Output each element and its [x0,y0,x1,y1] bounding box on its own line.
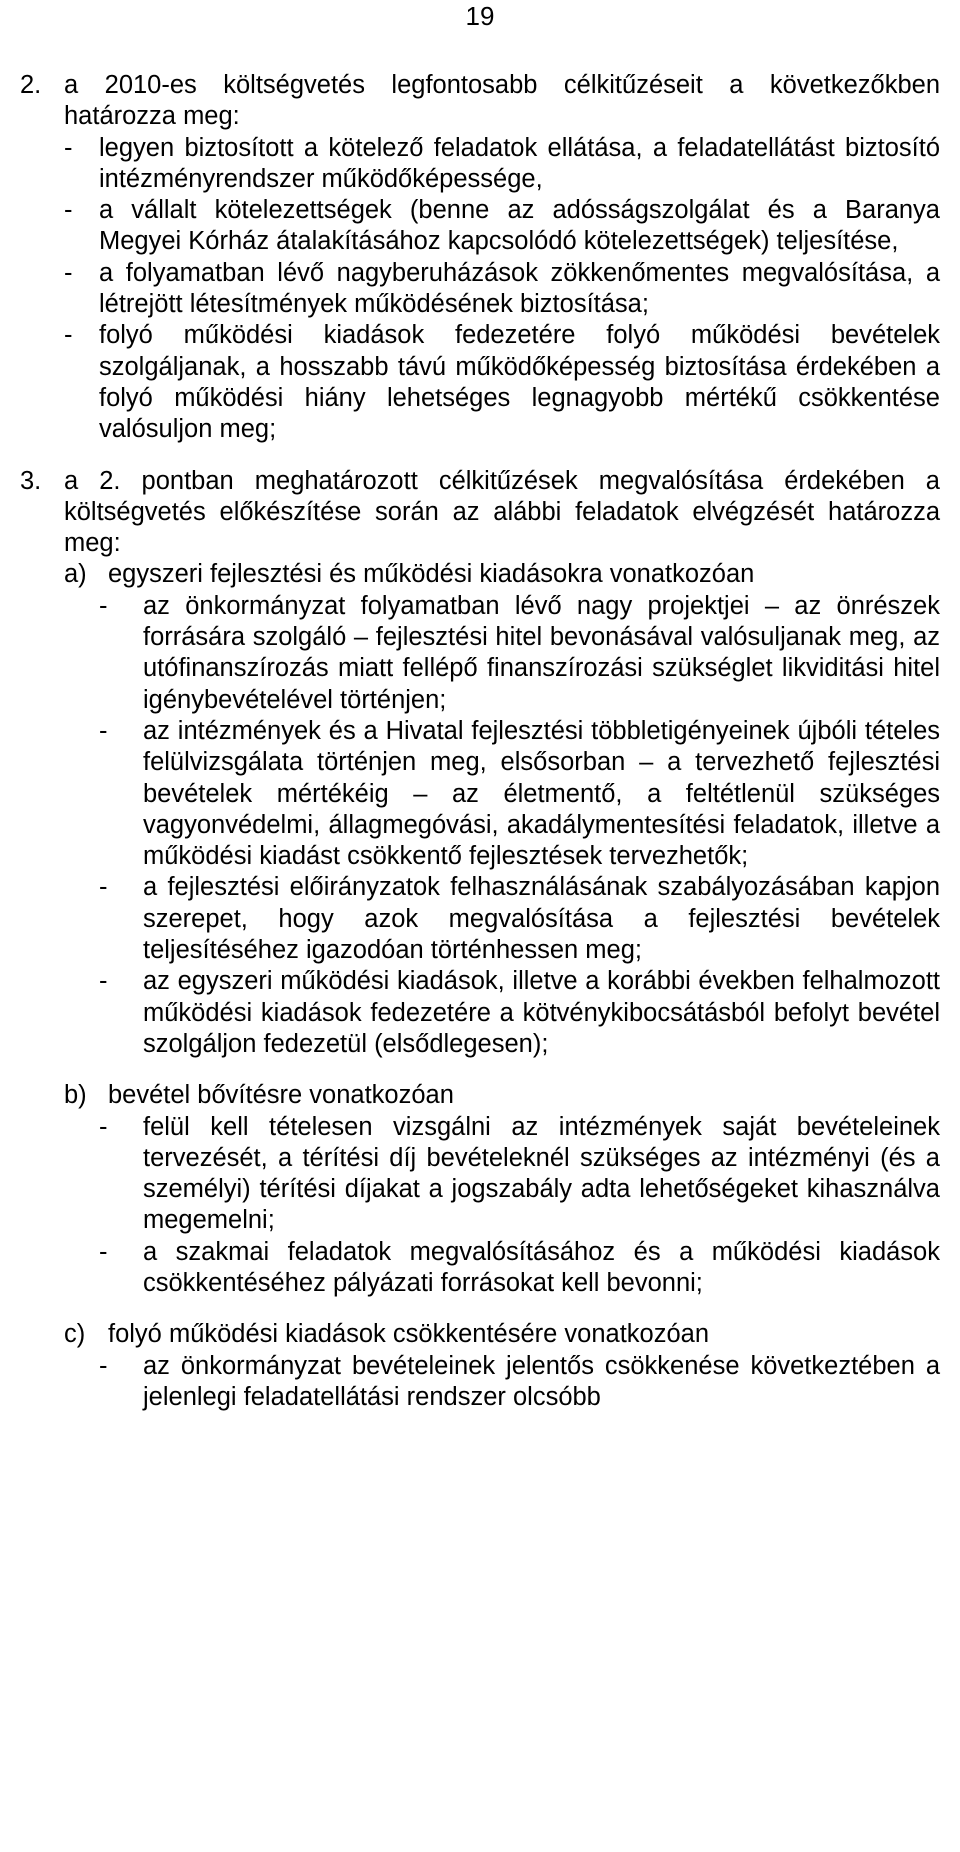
dash-marker: - [64,258,73,287]
list-item [64,258,940,321]
section-2 [20,70,940,446]
subsection-b [64,1080,940,1111]
list-item-text: folyó működési kiadások fedezetére folyó működési bevételek szolgáljanak, a hosszabb távú működőképesség biztosítása érdekében a folyó működési hiány lehetséges legnagyobb mértékű csökkentése valósuljon meg; [99,321,940,444]
section-3 [20,466,940,1414]
subsection-c [64,1319,940,1350]
list-item [99,1112,940,1237]
list-item [64,133,940,196]
dash-marker: - [99,967,108,996]
list-item-text: legyen biztosított a kötelező feladatok ellátása, a feladatellátást biztosító intézményrendszer működőképessége, [99,133,940,193]
document-body [20,70,940,1413]
dash-marker: - [64,321,73,350]
list-item [99,1351,940,1414]
list-item [99,1237,940,1300]
list-item-text: az önkormányzat folyamatban lévő nagy projektjei – az önrészek forrására szolgáló – fejlesztési hitel bevonásával valósuljanak meg, az utófinanszírozás miatt fellépő finanszírozási szükséglet likviditási hitel igénybevételével történjen; [143,591,940,714]
dash-marker: - [99,591,108,620]
list-item-text: a fejlesztési előirányzatok felhasználásának szabályozásában kapjon szerepet, hogy azok megvalósítása a fejlesztési bevételek teljesítéséhez igazodóan történhessen meg; [143,873,940,965]
dash-marker: - [99,1237,108,1266]
list-item [99,716,940,872]
section-intro: a 2010-es költségvetés legfontosabb célkitűzéseit a következőkben határozza meg: [64,71,940,131]
list-item [99,966,940,1060]
list-item-text: az egyszeri működési kiadások, illetve a korábbi években felhalmozott működési kiadások fedezetére a kötvénykibocsátásból befolyt bevétel szolgáljon fedezetül (elsődlegesen); [143,967,940,1058]
section-number: 3. [20,466,42,495]
subsection-a [64,559,940,590]
subsection-title: folyó működési kiadások csökkentésére vonatkozóan [108,1320,710,1349]
list-item-text: a folyamatban lévő nagyberuházások zökkenőmentes megvalósítása, a létrejött létesítmények működésének biztosítása; [99,258,940,319]
list-item-text: az intézmények és a Hivatal fejlesztési többletigényeinek újbóli tételes felülvizsgálata történjen meg, elsősorban – a tervezhető fejlesztési bevételek mértékéig – az életmentő, a feltétlenül szükséges vagyonvédelmi, állagmegóvási, akadálymentesítési feladatok, illetve a működési kiadást csökkentő fejlesztések tervezhetők; [143,716,940,871]
subsection-title: bevétel bővítésre vonatkozóan [108,1081,454,1110]
section-number: 2. [20,71,42,99]
dash-marker: - [99,716,108,745]
dash-marker: - [99,873,108,902]
section-intro: a 2. pontban meghatározott célkitűzések megvalósítása érdekében a költségvetés előkészítése során az alábbi feladatok elvégzését határozza meg: [64,466,940,558]
dash-marker: - [99,1112,108,1141]
list-item-text: az önkormányzat bevételeinek jelentős csökkenése következtében a jelenlegi feladatellátási rendszer olcsóbb [143,1351,940,1411]
subsection-letter: c) [64,1320,86,1349]
dash-marker: - [64,133,73,162]
list-item [99,591,940,716]
dash-marker: - [64,196,73,225]
list-item-text: a vállalt kötelezettségek (benne az adósságszolgálat és a Baranya Megyei Kórház átalakításához kapcsolódó kötelezettségek) teljesítése, [99,196,940,256]
subsection-letter: b) [64,1081,87,1110]
dash-marker: - [99,1351,108,1380]
page-number: 19 [465,1,495,31]
list-item-text: a szakmai feladatok megvalósításához és a működési kiadások csökkentéséhez pályázati forrásokat kell bevonni; [143,1237,940,1297]
subsection-title: egyszeri fejlesztési és működési kiadásokra vonatkozóan [108,560,755,589]
list-item [64,320,940,445]
list-item-text: felül kell tételesen vizsgálni az intézmények saját bevételeinek tervezését, a térítési díj bevételeknél szükséges az intézményi (és a személyi) térítési díjakat a jogszabály adta lehetőségeket kihasználva megemelni; [143,1112,940,1235]
list-item [99,872,940,966]
subsection-letter: a) [64,560,87,589]
list-item [64,195,940,258]
